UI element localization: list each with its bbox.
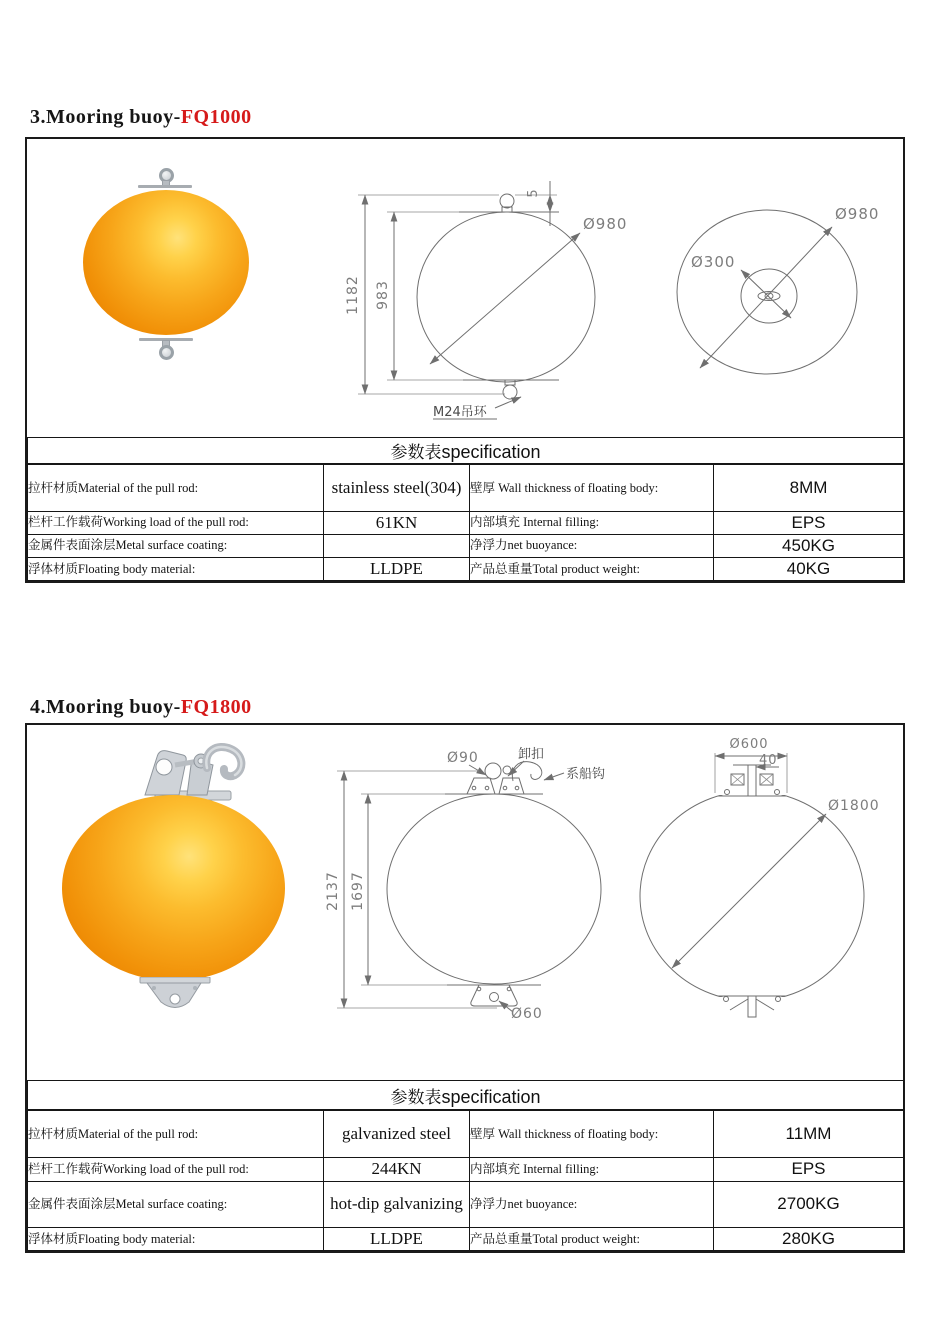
spec-value: LLDPE — [324, 1227, 470, 1250]
header-en: specification — [441, 442, 541, 463]
table-header-cell — [28, 437, 904, 464]
table-row — [28, 534, 904, 557]
spec-label: 内部填充 Internal filling: — [470, 1157, 714, 1181]
section-title-fq1800 — [30, 696, 252, 719]
spec-value: 11MM — [714, 1110, 904, 1157]
table-header-row — [28, 437, 904, 464]
front-view-fq1800 — [325, 746, 605, 1022]
spec-label: 壁厚 Wall thickness of floating body: — [470, 464, 714, 511]
dim-diameter: Ø980 — [583, 215, 628, 233]
spec-label: 产品总重量Total product weight: — [470, 557, 714, 580]
spec-value: 280KG — [714, 1227, 904, 1250]
spec-label: 金属件表面涂层Metal surface coating: — [28, 1181, 324, 1227]
dim-center-diameter: Ø300 — [691, 253, 736, 271]
section-title-text: 4.Mooring buoy- — [30, 696, 181, 718]
dim-diameter: Ø1800 — [828, 798, 880, 814]
technical-drawing-fq1000 — [27, 139, 903, 435]
dim-top-diameter: Ø90 — [447, 750, 479, 766]
spec-value: galvanized steel — [324, 1110, 470, 1157]
spec-table-fq1000 — [27, 437, 904, 581]
dim-top-plate: 5 — [526, 188, 541, 198]
spec-label: 净浮力net buoyance: — [470, 1181, 714, 1227]
section-title-text: 3.Mooring buoy- — [30, 106, 181, 128]
table-row — [28, 1227, 904, 1250]
spec-label: 金属件表面涂层Metal surface coating: — [28, 534, 324, 557]
top-view-fq1000 — [677, 205, 879, 374]
label-hook: 系船钩 — [566, 767, 606, 782]
spec-value: hot-dip galvanizing — [324, 1181, 470, 1227]
spec-value — [324, 534, 470, 557]
spec-label: 壁厚 Wall thickness of floating body: — [470, 1110, 714, 1157]
dim-bottom-diameter: Ø60 — [511, 1006, 543, 1022]
table-row — [28, 464, 904, 511]
dim-body-height: 983 — [375, 280, 391, 310]
table-row — [28, 1181, 904, 1227]
dim-overall-height: 1182 — [345, 275, 361, 315]
spec-value: 450KG — [714, 534, 904, 557]
panel-fq1000 — [25, 137, 905, 583]
panel-fq1800 — [25, 723, 905, 1253]
front-view-fq1000 — [345, 181, 627, 420]
spec-label: 栏杆工作载荷Working load of the pull rod: — [28, 1157, 324, 1181]
spec-value: 2700KG — [714, 1181, 904, 1227]
header-en: specification — [441, 1086, 541, 1107]
spec-label: 浮体材质Floating body material: — [28, 557, 324, 580]
spec-label: 产品总重量Total product weight: — [470, 1227, 714, 1250]
spec-value: LLDPE — [324, 557, 470, 580]
table-row — [28, 1110, 904, 1157]
section-title-model: FQ1800 — [180, 696, 252, 718]
technical-drawing-fq1800 — [27, 725, 903, 1077]
spec-value: 40KG — [714, 557, 904, 580]
dim-post-width: 40 — [759, 753, 778, 768]
note-m24-ring: M24吊环 — [433, 405, 487, 420]
spec-value: 8MM — [714, 464, 904, 511]
dim-top-flat-diameter: Ø600 — [729, 737, 769, 752]
dim-outer-diameter: Ø980 — [835, 205, 880, 223]
spec-label: 拉杆材质Material of the pull rod: — [28, 464, 324, 511]
section-title-fq1000 — [30, 106, 252, 129]
table-header-cell — [28, 1080, 904, 1110]
spec-label: 拉杆材质Material of the pull rod: — [28, 1110, 324, 1157]
spec-value: 61KN — [324, 511, 470, 534]
spec-label: 栏杆工作载荷Working load of the pull rod: — [28, 511, 324, 534]
spec-label: 内部填充 Internal filling: — [470, 511, 714, 534]
header-zh: 参数表 — [390, 443, 442, 463]
spec-value: EPS — [714, 1157, 904, 1181]
spec-label: 净浮力net buoyance: — [470, 534, 714, 557]
spec-value: 244KN — [324, 1157, 470, 1181]
table-header-row — [28, 1080, 904, 1110]
spec-value: stainless steel(304) — [324, 464, 470, 511]
section-title-model: FQ1000 — [180, 106, 252, 128]
dim-overall-height: 2137 — [325, 871, 341, 911]
table-row — [28, 1157, 904, 1181]
dim-body-height: 1697 — [350, 871, 366, 911]
side-view-fq1800 — [640, 737, 880, 1017]
table-row — [28, 557, 904, 580]
header-zh: 参数表 — [390, 1087, 442, 1107]
label-shackle: 卸扣 — [518, 747, 545, 762]
spec-table-fq1800 — [27, 1080, 904, 1251]
spec-label: 浮体材质Floating body material: — [28, 1227, 324, 1250]
spec-value: EPS — [714, 511, 904, 534]
table-row — [28, 511, 904, 534]
